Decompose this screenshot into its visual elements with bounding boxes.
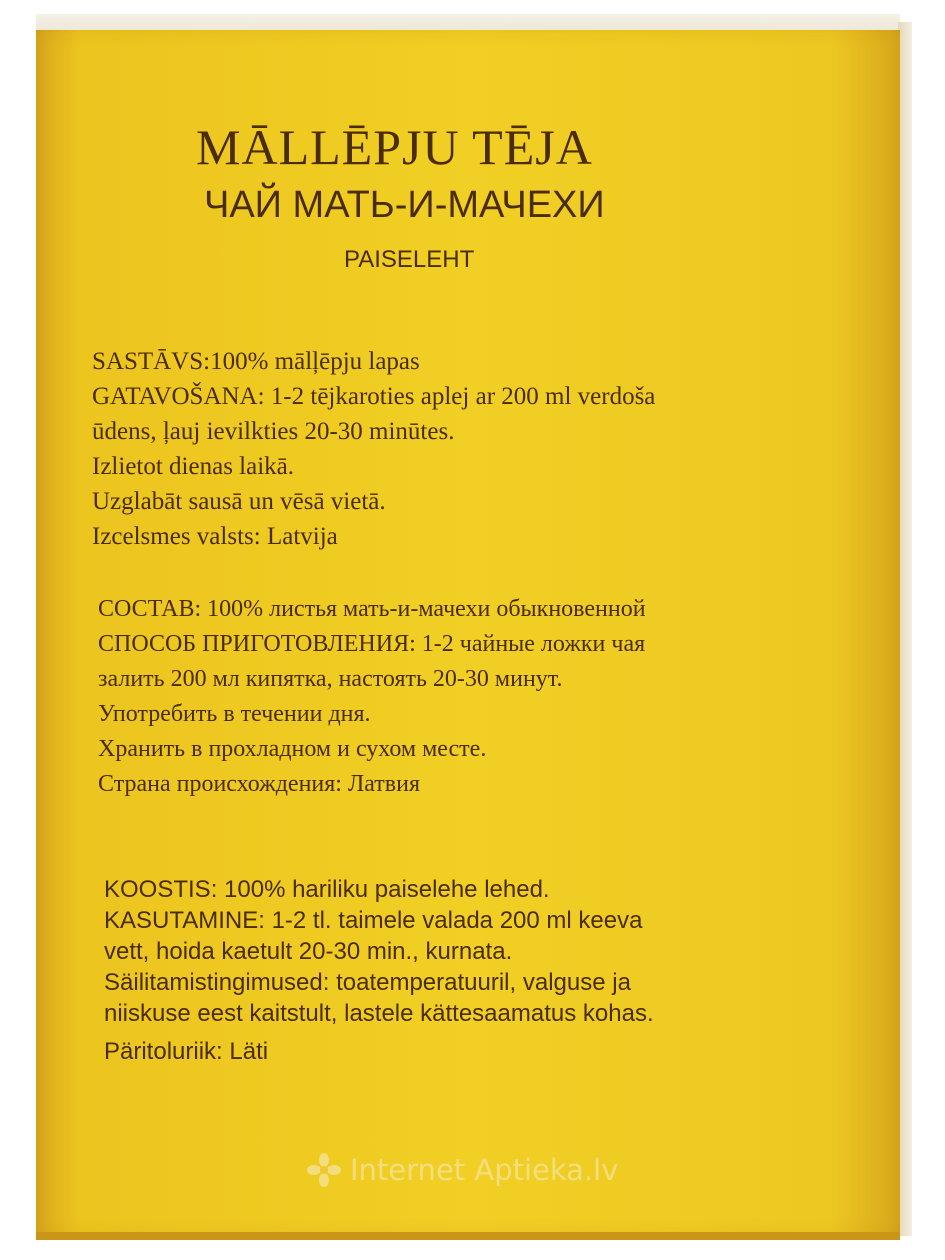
estonian-line-composition: KOOSTIS: 100% hariliku paiselehe lehed.	[104, 876, 550, 903]
latvian-line-usage: Izlietot dienas laikā.	[92, 453, 295, 480]
watermark-text: Internet Aptieka.lv	[350, 1153, 619, 1187]
russian-line-composition: СОСТАВ: 100% листья мать-и-мачехи обыкновенной	[98, 596, 646, 622]
watermark	[306, 1148, 618, 1192]
latvian-line-storage: Uzglabāt sausā un vēsā vietā.	[92, 488, 386, 515]
estonian-line-storage: Säilitamistingimused: toatemperatuuril, valguse ja	[104, 969, 631, 996]
latvian-line-preparation: GATAVOŠANA: 1-2 tējkaroties aplej ar 200 ml verdoša	[92, 383, 656, 410]
title-latvian: MĀLLĒPJU TĒJA	[196, 119, 593, 175]
box-bottom-edge	[36, 1232, 900, 1240]
estonian-line-usage-cont: vett, hoida kaetult 20-30 min., kurnata.	[104, 938, 513, 965]
estonian-line-usage: KASUTAMINE: 1-2 tl. taimele valada 200 ml keeva	[104, 907, 643, 934]
russian-line-storage: Хранить в прохладном и сухом месте.	[98, 736, 487, 762]
latvian-line-preparation-cont: ūdens, ļauj ievilkties 20-30 minūtes.	[92, 418, 455, 445]
title-estonian: PAISELEHT	[344, 246, 475, 273]
estonian-instructions	[104, 874, 654, 1067]
box-side-edge	[898, 22, 912, 1236]
latvian-line-origin: Izcelsmes valsts: Latvija	[92, 523, 338, 550]
latvian-instructions	[92, 344, 655, 554]
title-russian: ЧАЙ МАТЬ-И-МАЧЕХИ	[204, 184, 605, 226]
russian-line-preparation: СПОСОБ ПРИГОТОВЛЕНИЯ: 1-2 чайные ложки чая	[98, 631, 646, 657]
latvian-line-composition: SASTĀVS:100% mālļēpju lapas	[92, 348, 420, 375]
estonian-line-origin: Päritoluriik: Läti	[104, 1038, 269, 1065]
russian-instructions	[98, 592, 646, 802]
russian-line-origin: Страна происхождения: Латвия	[98, 771, 420, 797]
leaf-cluster-icon	[306, 1152, 342, 1188]
estonian-line-storage-cont: niiskuse eest kaitstult, lastele kättesaamatus kohas.	[104, 1000, 654, 1027]
russian-line-usage: Употребить в течении дня.	[98, 701, 371, 727]
russian-line-preparation-cont: залить 200 мл кипятка, настоять 20-30 минут.	[98, 666, 563, 692]
